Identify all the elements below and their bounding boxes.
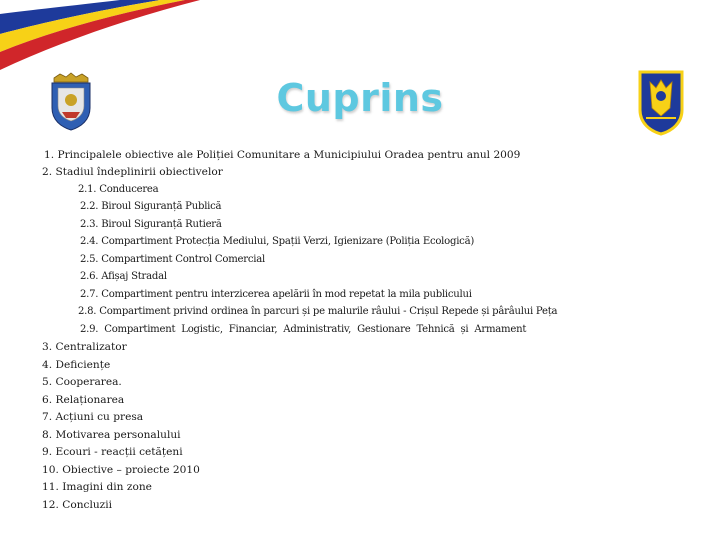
toc-item-5: 5. Cooperarea. (42, 376, 122, 388)
toc-item-2-8: 2.8. Compartiment privind ordinea în parcuri și pe malurile râului - Crișul Repede și pârâului Peța (78, 306, 558, 317)
toc-item-2: 2. Stadiul îndeplinirii obiectivelor (42, 166, 223, 178)
toc-item-10: 10. Obiective – proiecte 2010 (42, 464, 200, 476)
toc-item-12: 12. Concluzii (42, 499, 113, 511)
toc-item-2-3: 2.3. Biroul Siguranță Rutieră (80, 219, 222, 230)
toc-item-2-4: 2.4. Compartiment Protecția Mediului, Spații Verzi, Igienizare (Poliția Ecologică) (80, 236, 475, 247)
toc-item-8: 8. Motivarea personalului (42, 429, 181, 441)
toc-item-2-7: 2.7. Compartiment pentru interzicerea apelării în mod repetat la mila publicului (80, 289, 472, 300)
toc-item-1: 1. Principalele obiective ale Poliției Comunitare a Municipiului Oradea pentru anul 2009 (44, 149, 521, 161)
page-title: Cuprins (276, 76, 444, 120)
toc-item-2-9: 2.9. Compartiment Logistic, Financiar, Administrativ, Gestionare Tehnică și Armament (80, 324, 527, 335)
toc-item-2-1: 2.1. Conducerea (78, 184, 159, 195)
toc-item-2-6: 2.6. Afișaj Stradal (80, 271, 167, 282)
toc-item-6: 6. Relaționarea (42, 394, 125, 406)
toc-item-4: 4. Deficiențe (42, 359, 111, 371)
toc-item-2-2: 2.2. Biroul Siguranță Publică (80, 201, 222, 212)
toc-item-11: 11. Imagini din zone (42, 481, 152, 493)
toc-item-2-5: 2.5. Compartiment Control Comercial (80, 254, 265, 265)
toc-item-7: 7. Acțiuni cu presa (42, 411, 144, 423)
toc-item-3: 3. Centralizator (42, 341, 127, 353)
toc-item-9: 9. Ecouri - reacții cetățeni (42, 446, 183, 458)
